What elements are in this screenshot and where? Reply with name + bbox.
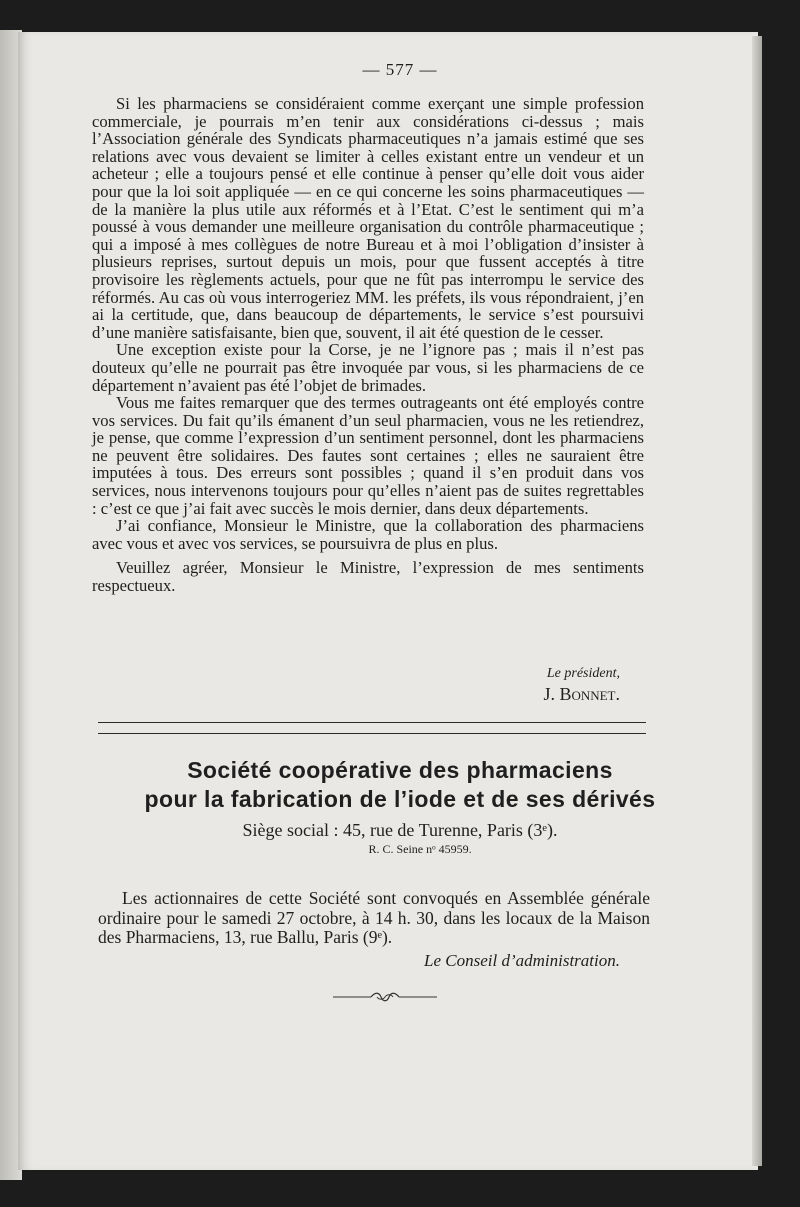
notice-signature: Le Conseil d’administration.	[424, 951, 620, 970]
notice-body	[98, 889, 650, 948]
signoff-name: J. Bonnet.	[543, 684, 620, 704]
section-divider	[98, 722, 646, 734]
notice-title-line-2: pour la fabrication de l’iode et de ses dérivés	[144, 786, 656, 812]
ornament-flourish	[333, 990, 437, 1004]
page-stack-edge	[752, 36, 762, 1166]
trade-register: R. C. Seine nᵒ 45959.	[368, 842, 472, 856]
notice-paragraph: Les actionnaires de cette Société sont convoqués en Assemblée générale ordinaire pour le samedi 27 octobre, à 14 h. 30, dans les locaux de la Maison des Pharmaciens, 13, rue Ballu, Paris (9ᵉ).	[98, 888, 650, 947]
letter-body	[92, 95, 644, 595]
letter-paragraph: Une exception existe pour la Corse, je ne l’ignore pas ; mais il n’est pas douteux qu’elle ne pourrait pas être invoquée par vous, si les pharmaciens de ce département n’avaient pas été l’objet de brimades.	[92, 340, 644, 395]
signoff-role: Le président,	[546, 666, 620, 681]
page-number: — 577 —	[362, 60, 438, 79]
registered-office: Siège social : 45, rue de Turenne, Paris (3ᵉ).	[242, 820, 558, 840]
letter-paragraph: Si les pharmaciens se considéraient comme exerçant une simple profession commerciale, je pourrais m’en tenir aux considérations ci-dessus ; mais l’Association générale des Syndicats pharmaceutiques n’a jamais estimé que ses relations avec vous devaient se limiter à celles existant entre un vendeur et un acheteur ; elle a toujours pensé et elle continue à penser qu’elle doit vous aider pour que la loi soit appliquée — en ce qui concerne les soins pharmaceutiques — de la manière la plus utile aux réformés et à l’Etat. C’est le sentiment qui m’a poussé à vous demander une meilleure organisation du contrôle pharmaceutique ; qui a imposé à mes collègues de notre Bureau et à moi l’obligation d’insister à plusieurs reprises, surtout depuis un mois, pour que fussent acceptés à titre provisoire les règlements actuels, pour que ne fût pas interrompu le service des réformés. Au cas où vous interrogeriez MM. les préfets, ils vous répondraient, j’en ai la certitude, que, dans beaucoup de départements, le service s’est poursuivi d’une manière satisfaisante, bien que, souvent, il ait été question de le cesser.	[92, 94, 644, 342]
letter-closing: Veuillez agréer, Monsieur le Ministre, l’expression de mes sentiments respectueux.	[92, 558, 644, 596]
letter-paragraph: Vous me faites remarquer que des termes outrageants ont été employés contre vos services. Du fait qu’ils émanent d’un seul pharmacien, vous ne les retiendrez, je pense, que comme l’expression d’un sentiment personnel, dont les pharmaciens ne peuvent être solidaires. Des fautes sont certaines ; elles ne sauraient être imputées à tous. Des erreurs sont possibles ; quand il s’en produit dans vos services, nous intervenons toujours pour qu’elles n’aient pas de suites regrettables : c’est ce que j’ai fait avec succès le mois dernier, dans deux départements.	[92, 393, 644, 518]
letter-paragraph: J’ai confiance, Monsieur le Ministre, que la collaboration des pharmaciens avec vous et avec vos services, se poursuivra de plus en plus.	[92, 516, 644, 553]
notice-title-line-1: Société coopérative des pharmaciens	[187, 757, 613, 783]
